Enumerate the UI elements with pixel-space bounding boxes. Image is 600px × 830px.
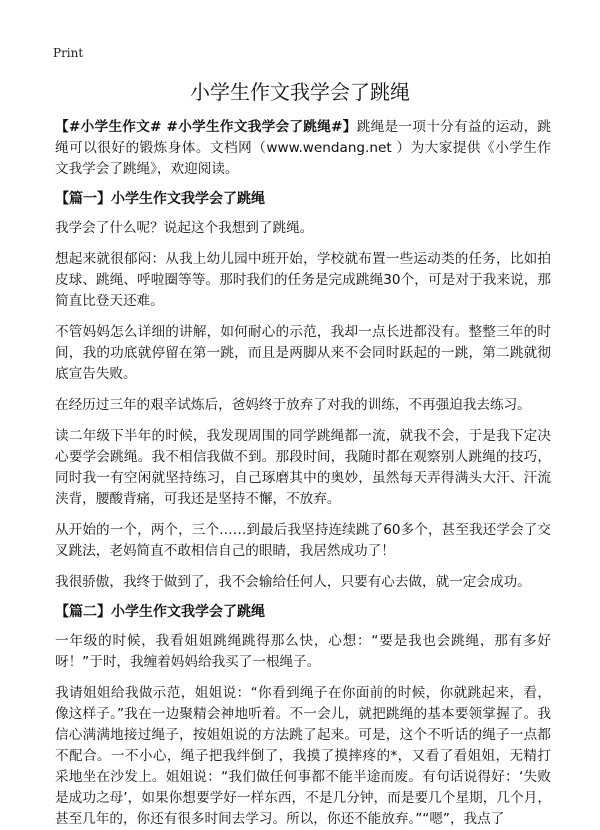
- paragraph: 我学会了什么呢？说起这个我想到了跳绳。: [55, 220, 314, 236]
- article-body: [55, 117, 551, 830]
- print-link[interactable]: Print: [53, 46, 84, 60]
- paragraph: 读二年级下半年的时候，我发现周围的同学跳绳都一流，就我不会，于是我下定决心要学会跳绳。我不相信我做不到。那段时间，我随时都在观察别人跳绳的技巧，同时我一有空闲就坚持练习，自己琢磨其中的奥妙，虽然每天弄得满头大汗、汗流浃背，腰酸背痛，可我还是坚持不懈，不放弃。: [55, 428, 551, 507]
- intro-tag: 【#小学生作文# #小学生作文我学会了跳绳#】: [55, 119, 357, 135]
- paragraph: 一年级的时候，我看姐姐跳绳跳得那么快，心想：“要是我也会跳绳，那有多好呀！”于时，我缠着妈妈给我买了一根绳子。: [55, 633, 551, 670]
- paragraph: 我请姐姐给我做示范，姐姐说：“你看到绳子在你面前的时候，你就跳起来，看，像这样子。”我在一边聚精会神地听着。不一会儿，就把跳绳的基本要领掌握了。我信心满满地接过绳子，按姐姐说的方法跳了起来。可是，这个不听话的绳子一点都不配合。一不小心，绳子把我绊倒了，我摸了摸摔疼的*，又看了看姐姐，无精打采地坐在沙发上。姐姐说：“我们做任何事都不能半途而废。有句话说得好：‘失败是成功之母’，如果你想要学好一样东西，不是几分钟，而是要几个星期，几个月，甚至几年的，你还有很多时间去学习。所以，你还不能放弃。”“嗯”，我点了: [55, 685, 551, 827]
- intro-text: 跳绳是一项十分有益的运动，跳绳可以很好的锻炼身体。文档网（www.wendang.net ）为大家提供《小学生作文我学会了跳绳》，欢迎阅读。: [55, 119, 552, 177]
- section-heading-2: 【篇二】小学生作文我学会了跳绳: [55, 604, 265, 620]
- paragraph: 想起来就很郁闷：从我上幼儿园中班开始，学校就布置一些运动类的任务，比如拍皮球、跳绳、呼啦圈等等。那时我们的任务是完成跳绳30个，可是对于我来说，那简直比登天还难。: [55, 251, 551, 309]
- paragraph: 不管妈妈怎么详细的讲解，如何耐心的示范，我却一点长进都没有。整整三年的时间，我的功底就停留在第一跳，而且是两脚从来不会同时跃起的一跳，第二跳就彻底宣告失败。: [55, 324, 551, 382]
- section-heading-1: 【篇一】小学生作文我学会了跳绳: [55, 191, 265, 207]
- intro-paragraph: [55, 117, 551, 180]
- page-title: 小学生作文我学会了跳绳: [190, 80, 410, 104]
- paragraph: 从开始的一个，两个，三个……到最后我坚持连续跳了60多个，甚至我还学会了交叉跳法，老妈简直不敢相信自己的眼睛，我居然成功了！: [55, 522, 551, 559]
- paragraph: 在经历过三年的艰辛试炼后，爸妈终于放弃了对我的训练，不再强迫我去练习。: [55, 397, 531, 413]
- paragraph: 我很骄傲，我终于做到了，我不会输给任何人，只要有心去做，就一定会成功。: [55, 574, 531, 590]
